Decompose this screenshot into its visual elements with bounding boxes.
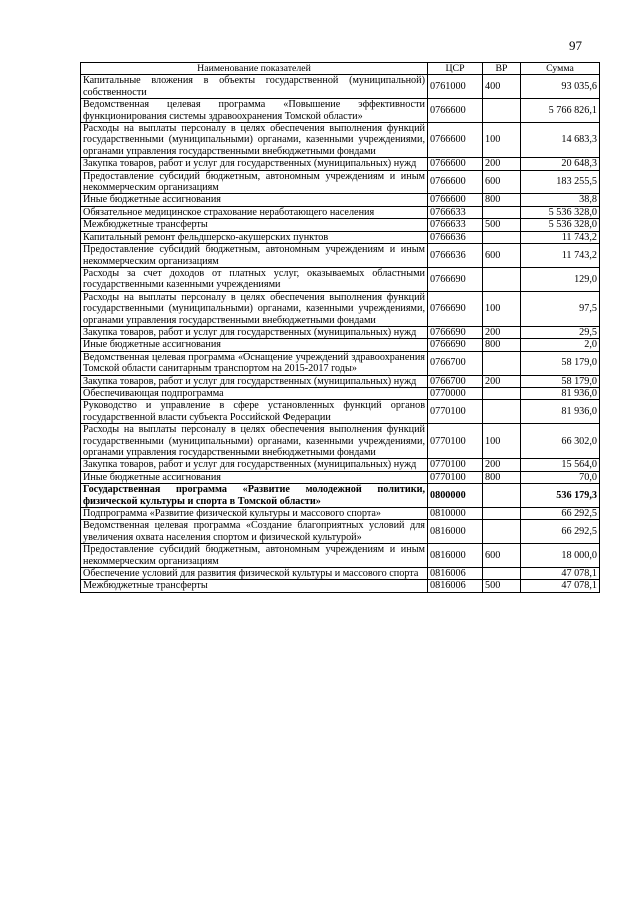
column-header-name: Наименование показателей (81, 63, 428, 75)
row-sum-cell: 66 302,0 (521, 424, 600, 459)
table-row (81, 123, 600, 158)
row-csr-cell: 0816000 (428, 520, 483, 544)
table-row (81, 206, 600, 218)
row-vr-cell: 200 (483, 375, 521, 387)
row-sum-cell: 15 564,0 (521, 459, 600, 471)
row-csr-cell: 0770100 (428, 424, 483, 459)
row-sum-cell: 47 078,1 (521, 580, 600, 592)
row-sum-cell: 47 078,1 (521, 568, 600, 580)
table-row (81, 291, 600, 326)
budget-table (80, 62, 600, 593)
row-csr-cell: 0766600 (428, 158, 483, 170)
row-name-cell: Капитальные вложения в объекты государственной (муниципальной) собственности (81, 75, 428, 99)
row-vr-cell: 100 (483, 123, 521, 158)
row-vr-cell (483, 508, 521, 520)
row-vr-cell: 100 (483, 424, 521, 459)
row-vr-cell: 500 (483, 580, 521, 592)
row-csr-cell: 0766690 (428, 326, 483, 338)
row-vr-cell (483, 484, 521, 508)
row-name-cell: Расходы на выплаты персоналу в целях обеспечения выполнения функций государственными (муниципальными) органами, казенными учреждениями, органами управления государственными внебюджетными фондами (81, 424, 428, 459)
row-sum-cell: 5 536 328,0 (521, 206, 600, 218)
row-csr-cell: 0770100 (428, 400, 483, 424)
row-name-cell: Подпрограмма «Развитие физической культуры и массового спорта» (81, 508, 428, 520)
row-csr-cell: 0766600 (428, 194, 483, 206)
row-vr-cell: 400 (483, 75, 521, 99)
row-vr-cell (483, 568, 521, 580)
row-vr-cell (483, 267, 521, 291)
row-csr-cell: 0766700 (428, 375, 483, 387)
table-body (81, 75, 600, 592)
table-row (81, 387, 600, 399)
row-sum-cell: 18 000,0 (521, 544, 600, 568)
table-row (81, 459, 600, 471)
row-sum-cell: 81 936,0 (521, 387, 600, 399)
row-vr-cell (483, 206, 521, 218)
row-name-cell: Иные бюджетные ассигнования (81, 194, 428, 206)
row-sum-cell: 11 743,2 (521, 244, 600, 268)
row-vr-cell: 200 (483, 158, 521, 170)
row-vr-cell (483, 387, 521, 399)
row-name-cell: Иные бюджетные ассигнования (81, 339, 428, 351)
row-name-cell: Закупка товаров, работ и услуг для государственных (муниципальных) нужд (81, 459, 428, 471)
row-sum-cell: 97,5 (521, 291, 600, 326)
row-sum-cell: 5 766 826,1 (521, 99, 600, 123)
row-vr-cell: 200 (483, 459, 521, 471)
row-name-cell: Капитальный ремонт фельдшерско-акушерских пунктов (81, 231, 428, 243)
column-header-csr: ЦСР (428, 63, 483, 75)
row-csr-cell: 0766600 (428, 123, 483, 158)
row-csr-cell: 0800000 (428, 484, 483, 508)
table-row (81, 244, 600, 268)
row-vr-cell (483, 520, 521, 544)
row-sum-cell: 58 179,0 (521, 351, 600, 375)
row-csr-cell: 0816006 (428, 568, 483, 580)
row-name-cell: Государственная программа «Развитие молодежной политики, физической культуры и спорта в Томской области» (81, 484, 428, 508)
table-row (81, 471, 600, 483)
table-row (81, 520, 600, 544)
row-sum-cell: 66 292,5 (521, 508, 600, 520)
table-row (81, 375, 600, 387)
row-name-cell: Обеспечение условий для развития физической культуры и массового спорта (81, 568, 428, 580)
row-csr-cell: 0766690 (428, 291, 483, 326)
table-row (81, 400, 600, 424)
table-row (81, 351, 600, 375)
row-name-cell: Закупка товаров, работ и услуг для государственных (муниципальных) нужд (81, 326, 428, 338)
row-csr-cell: 0766600 (428, 170, 483, 194)
table-row (81, 568, 600, 580)
row-vr-cell: 800 (483, 471, 521, 483)
row-csr-cell: 0766690 (428, 339, 483, 351)
table-row (81, 194, 600, 206)
row-name-cell: Иные бюджетные ассигнования (81, 471, 428, 483)
table-row (81, 508, 600, 520)
row-vr-cell (483, 351, 521, 375)
row-vr-cell (483, 99, 521, 123)
row-sum-cell: 5 536 328,0 (521, 219, 600, 231)
row-vr-cell: 500 (483, 219, 521, 231)
table-row (81, 170, 600, 194)
row-csr-cell: 0766633 (428, 206, 483, 218)
row-name-cell: Предоставление субсидий бюджетным, автономным учреждениям и иным некоммерческим организациям (81, 544, 428, 568)
row-sum-cell: 81 936,0 (521, 400, 600, 424)
row-csr-cell: 0766636 (428, 231, 483, 243)
table-row (81, 424, 600, 459)
table-header-row (81, 63, 600, 75)
row-name-cell: Ведомственная целевая программа «Повышение эффективности функционирования системы здравоохранения Томской области» (81, 99, 428, 123)
row-csr-cell: 0766700 (428, 351, 483, 375)
row-sum-cell: 70,0 (521, 471, 600, 483)
row-vr-cell: 200 (483, 326, 521, 338)
row-vr-cell: 600 (483, 170, 521, 194)
row-name-cell: Обязательное медицинское страхование неработающего населения (81, 206, 428, 218)
row-name-cell: Закупка товаров, работ и услуг для государственных (муниципальных) нужд (81, 158, 428, 170)
row-vr-cell (483, 231, 521, 243)
row-vr-cell: 100 (483, 291, 521, 326)
row-csr-cell: 0766633 (428, 219, 483, 231)
row-name-cell: Расходы на выплаты персоналу в целях обеспечения выполнения функций государственными (муниципальными) органами, казенными учреждениями, органами управления государственными внебюджетными фондами (81, 291, 428, 326)
row-csr-cell: 0810000 (428, 508, 483, 520)
row-sum-cell: 536 179,3 (521, 484, 600, 508)
row-csr-cell: 0816006 (428, 580, 483, 592)
table-row (81, 580, 600, 592)
table-row (81, 544, 600, 568)
row-name-cell: Закупка товаров, работ и услуг для государственных (муниципальных) нужд (81, 375, 428, 387)
table-row (81, 484, 600, 508)
row-sum-cell: 20 648,3 (521, 158, 600, 170)
row-csr-cell: 0766690 (428, 267, 483, 291)
row-csr-cell: 0770000 (428, 387, 483, 399)
column-header-sum: Сумма (521, 63, 600, 75)
table-row (81, 219, 600, 231)
row-csr-cell: 0766636 (428, 244, 483, 268)
row-sum-cell: 38,8 (521, 194, 600, 206)
page-number: 97 (569, 38, 582, 53)
row-name-cell: Межбюджетные трансферты (81, 219, 428, 231)
row-name-cell: Ведомственная целевая программа «Оснащение учреждений здравоохранения Томской области санитарным транспортом на 2015-2017 годы» (81, 351, 428, 375)
row-csr-cell: 0816000 (428, 544, 483, 568)
table-row (81, 339, 600, 351)
row-sum-cell: 183 255,5 (521, 170, 600, 194)
row-name-cell: Предоставление субсидий бюджетным, автономным учреждениям и иным некоммерческим организациям (81, 170, 428, 194)
row-vr-cell: 600 (483, 544, 521, 568)
row-name-cell: Обеспечивающая подпрограмма (81, 387, 428, 399)
table-row (81, 99, 600, 123)
row-sum-cell: 93 035,6 (521, 75, 600, 99)
row-sum-cell: 2,0 (521, 339, 600, 351)
row-csr-cell: 0761000 (428, 75, 483, 99)
row-sum-cell: 29,5 (521, 326, 600, 338)
table-row (81, 158, 600, 170)
row-vr-cell: 600 (483, 244, 521, 268)
row-sum-cell: 11 743,2 (521, 231, 600, 243)
row-name-cell: Предоставление субсидий бюджетным, автономным учреждениям и иным некоммерческим организациям (81, 244, 428, 268)
row-sum-cell: 66 292,5 (521, 520, 600, 544)
row-sum-cell: 58 179,0 (521, 375, 600, 387)
table-row (81, 326, 600, 338)
row-name-cell: Межбюджетные трансферты (81, 580, 428, 592)
column-header-vr: ВР (483, 63, 521, 75)
row-csr-cell: 0770100 (428, 459, 483, 471)
row-name-cell: Расходы за счет доходов от платных услуг, оказываемых областными государственными казенными учреждениями (81, 267, 428, 291)
row-vr-cell: 800 (483, 339, 521, 351)
table-row (81, 75, 600, 99)
row-csr-cell: 0766600 (428, 99, 483, 123)
row-name-cell: Расходы на выплаты персоналу в целях обеспечения выполнения функций государственными (муниципальными) органами, казенными учреждениями, органами управления государственными внебюджетными фондами (81, 123, 428, 158)
table-row (81, 267, 600, 291)
row-sum-cell: 14 683,3 (521, 123, 600, 158)
row-vr-cell (483, 400, 521, 424)
row-name-cell: Руководство и управление в сфере установленных функций органов государственной власти субъекта Российской Федерации (81, 400, 428, 424)
table-row (81, 231, 600, 243)
row-name-cell: Ведомственная целевая программа «Создание благоприятных условий для увеличения охвата населения спортом и физической культурой» (81, 520, 428, 544)
row-vr-cell: 800 (483, 194, 521, 206)
row-sum-cell: 129,0 (521, 267, 600, 291)
row-csr-cell: 0770100 (428, 471, 483, 483)
